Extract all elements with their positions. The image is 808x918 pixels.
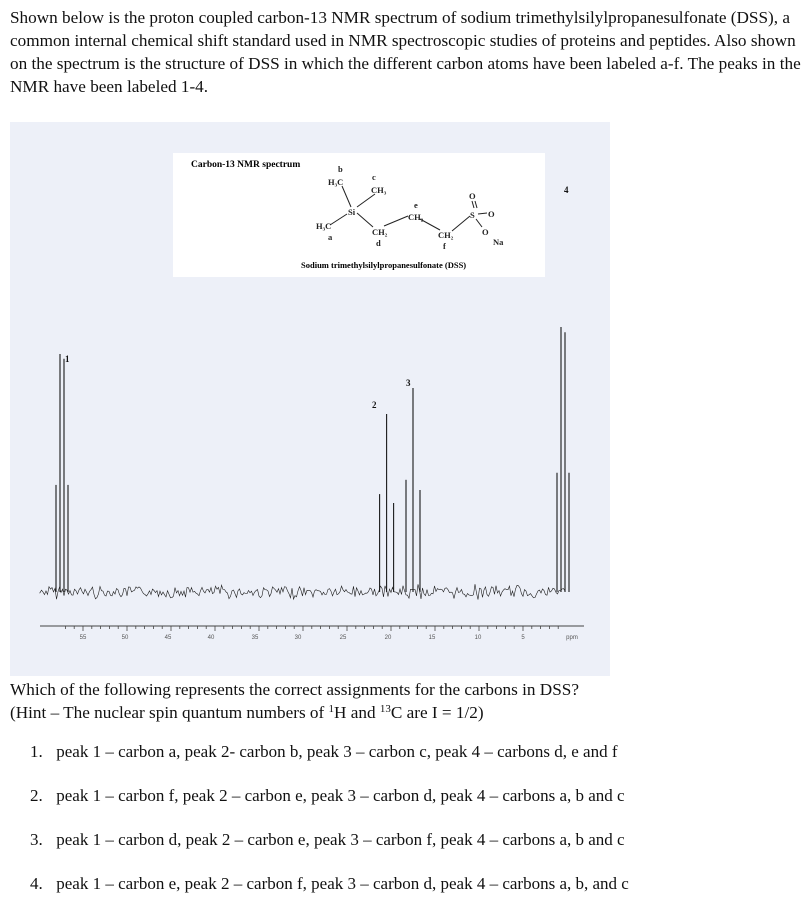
molecule-caption: Sodium trimethylsilylpropanesulfonate (DSS) bbox=[301, 260, 467, 270]
question-line: Which of the following represents the correct assignments for the carbons in DSS? bbox=[10, 680, 579, 699]
answer-option-3[interactable] bbox=[30, 830, 629, 874]
intro-paragraph: Shown below is the proton coupled carbon-13 NMR spectrum of sodium trimethylsilylpropanesulfonate (DSS), a common internal chemical shift standard used in NMR spectroscopic studies of proteins and peptides. Also shown on the spectrum is the structure of DSS in which the different carbon atoms have been labeled a-f. The peaks in the NMR have been labeled 1-4. bbox=[10, 8, 801, 96]
tick-label-20: 20 bbox=[384, 635, 392, 641]
option-number: 4. bbox=[30, 874, 43, 893]
tick-label-50: 50 bbox=[121, 635, 129, 641]
hint-mid-2: C are I = 1/2) bbox=[390, 703, 484, 722]
option-text: peak 1 – carbon f, peak 2 – carbon e, peak 3 – carbon d, peak 4 – carbons a, b and c bbox=[56, 786, 625, 805]
atom-label-f: f bbox=[443, 241, 446, 251]
tick-label-40: 40 bbox=[207, 635, 215, 641]
option-text: peak 1 – carbon e, peak 2 – carbon f, peak 3 – carbon d, peak 4 – carbons a, b, and c bbox=[56, 874, 629, 893]
methylene-e: CH₂ bbox=[408, 212, 424, 222]
hint-mid-1: H and bbox=[334, 703, 380, 722]
oxygen-right: O bbox=[488, 209, 495, 219]
methyl-b: H₃C bbox=[328, 177, 344, 187]
oxygen-top: O bbox=[469, 191, 476, 201]
question-text bbox=[10, 678, 800, 724]
atom-label-d: d bbox=[376, 238, 381, 248]
hint-sup-1: 1 bbox=[328, 703, 335, 715]
spectrum-peaks bbox=[56, 327, 569, 592]
peak-label-3: 3 bbox=[406, 378, 411, 388]
ppm-axis-ticks bbox=[65, 626, 558, 631]
tick-label-35: 35 bbox=[251, 635, 259, 641]
option-number: 3. bbox=[30, 830, 43, 849]
ppm-tick-labels bbox=[80, 635, 578, 641]
answer-option-4[interactable] bbox=[30, 874, 629, 918]
atom-label-e: e bbox=[414, 200, 418, 210]
inset-title: Carbon-13 NMR spectrum bbox=[191, 160, 301, 170]
option-number: 2. bbox=[30, 786, 43, 805]
hint-sup-13: 13 bbox=[379, 703, 391, 715]
spectrum-baseline-noise bbox=[40, 584, 565, 599]
tick-label-45: 45 bbox=[164, 635, 172, 641]
option-text: peak 1 – carbon d, peak 2 – carbon e, peak 3 – carbon f, peak 4 – carbons a, b and c bbox=[56, 830, 625, 849]
nmr-figure bbox=[10, 122, 610, 676]
tick-label-25: 25 bbox=[339, 635, 347, 641]
methyl-c: CH₃ bbox=[371, 185, 387, 195]
methylene-f: CH₂ bbox=[438, 230, 454, 240]
option-number: 1. bbox=[30, 742, 43, 761]
methylene-d: CH₂ bbox=[372, 227, 388, 237]
atom-label-a: a bbox=[328, 232, 333, 242]
tick-label-55: 55 bbox=[79, 635, 87, 641]
atom-label-c: c bbox=[372, 172, 376, 182]
peak-label-4: 4 bbox=[564, 185, 569, 195]
option-text: peak 1 – carbon a, peak 2- carbon b, peak 3 – carbon c, peak 4 – carbons d, e and f bbox=[56, 742, 618, 761]
tick-label-15: 15 bbox=[428, 635, 436, 641]
tick-label-5: 5 bbox=[521, 635, 525, 641]
tick-label-30: 30 bbox=[294, 635, 302, 641]
nmr-spectrum-svg bbox=[10, 122, 610, 676]
atom-label-b: b bbox=[338, 164, 343, 174]
oxygen-bottom: O bbox=[482, 227, 489, 237]
sodium-atom: Na bbox=[493, 237, 504, 247]
answer-options bbox=[30, 742, 629, 918]
tick-label-10: 10 bbox=[474, 635, 482, 641]
hint-prefix: (Hint – The nuclear spin quantum numbers of bbox=[10, 703, 329, 722]
peak-label-2: 2 bbox=[372, 400, 377, 410]
peak-label-1: 1 bbox=[65, 354, 70, 364]
methyl-a: H₃C bbox=[316, 221, 332, 231]
silicon-atom: Si bbox=[348, 207, 356, 217]
answer-option-1[interactable] bbox=[30, 742, 629, 786]
sulfur-atom: S bbox=[470, 210, 475, 220]
axis-unit-ppm: ppm bbox=[566, 635, 578, 641]
answer-option-2[interactable] bbox=[30, 786, 629, 830]
